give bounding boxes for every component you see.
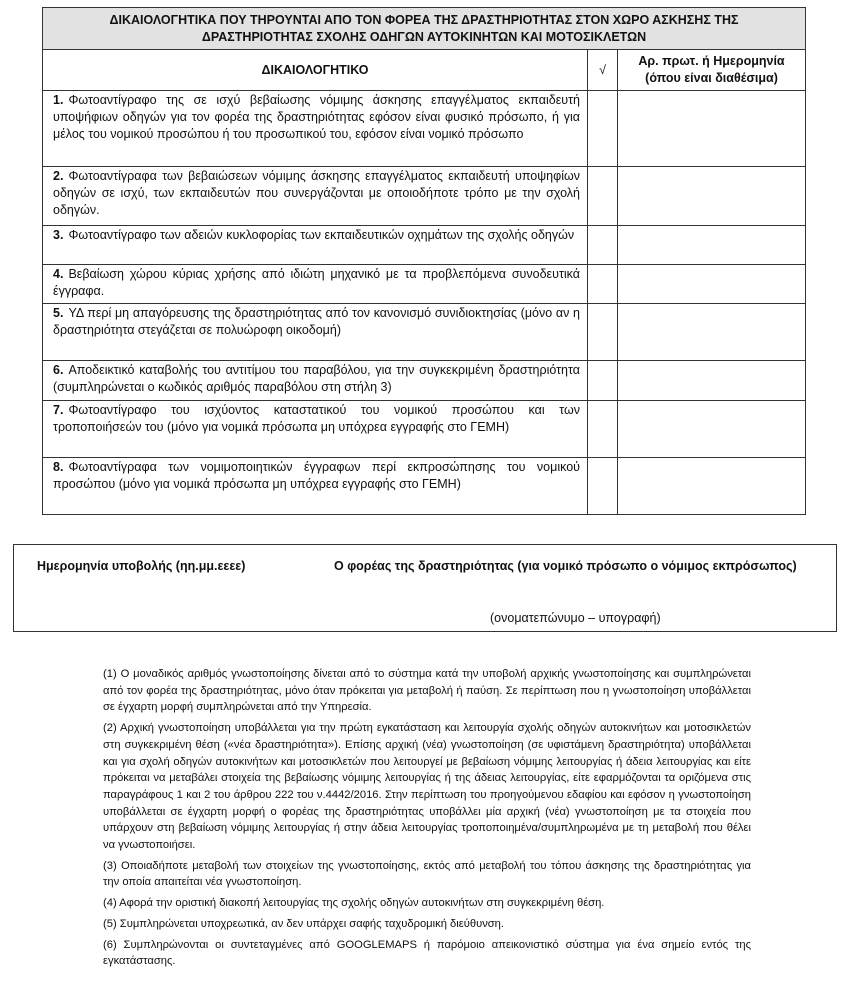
item-number: 4. <box>53 267 64 281</box>
operator-label: Ο φορέας της δραστηριότητας (για νομικό πρόσωπο ο νόμιμος εκπρόσωπος) <box>334 559 797 573</box>
table-title <box>43 8 806 50</box>
item-text: Βεβαίωση χώρου κύριας χρήσης από ιδιώτη μηχανικό με τα προβλεπόμενα συνοδευτικά έγγραφα. <box>53 267 580 298</box>
check-cell[interactable] <box>588 167 618 226</box>
item-text: ΥΔ περί μη απαγόρευσης της δραστηριότητας από τον κανονισμό συνιδιοκτησίας (μόνο αν η δραστηριότητα στεγάζεται σε πολυώροφη οικοδομή) <box>53 306 580 337</box>
item-number: 8. <box>53 460 64 474</box>
column-header-check: √ <box>588 50 618 91</box>
reference-cell[interactable] <box>618 401 806 458</box>
reference-cell[interactable] <box>618 265 806 304</box>
item-number: 3. <box>53 228 64 242</box>
footnotes <box>103 666 751 974</box>
column-header-reference-line-1: Αρ. πρωτ. ή Ημερομηνία <box>638 54 785 68</box>
item-number: 6. <box>53 363 64 377</box>
check-cell[interactable] <box>588 226 618 265</box>
documents-table <box>42 7 806 515</box>
check-cell[interactable] <box>588 361 618 401</box>
reference-cell[interactable] <box>618 361 806 401</box>
footnote: (1) Ο μοναδικός αριθμός γνωστοποίησης δίνεται από το σύστημα κατά την υποβολή αρχικής γνωστοποίησης και συμπληρώνεται από τον φορέα της δραστηριότητας, μόνο όταν πρόκειται για μεταβολή ή παύση. Σε περίπτωση που η γνωστοποίηση υποβάλλεται σε έγχαρτη μορφή συμπληρώνεται από την Υπηρεσία. <box>103 668 751 714</box>
table-row <box>43 91 806 167</box>
table-header-row <box>43 50 806 91</box>
document-item <box>43 304 588 361</box>
check-cell[interactable] <box>588 401 618 458</box>
check-cell[interactable] <box>588 91 618 167</box>
item-number: 2. <box>53 169 64 183</box>
table-title-line-1: ΔΙΚΑΙΟΛΟΓΗΤΙΚΑ ΠΟΥ ΤΗΡΟΥΝΤΑΙ ΑΠΟ ΤΟΝ ΦΟΡΕΑ ΤΗΣ ΔΡΑΣΤΗΡΙΟΤΗΤΑΣ ΣΤΟΝ ΧΩΡΟ ΑΣΚΗΣΗΣ ΤΗΣ <box>109 13 739 27</box>
table-title-row <box>43 8 806 50</box>
item-text: Φωτοαντίγραφα των βεβαιώσεων νόμιμης άσκησης επαγγέλματος εκπαιδευτή υποψηφίων οδηγών σε ισχύ, των εκπαιδευτών που συνεργάζονται με οποιοδήποτε τρόπο με την σχολή οδηγών. <box>53 169 580 217</box>
document-item <box>43 265 588 304</box>
reference-cell[interactable] <box>618 458 806 515</box>
item-number: 7. <box>53 403 64 417</box>
document-item <box>43 167 588 226</box>
check-cell[interactable] <box>588 265 618 304</box>
table-row <box>43 226 806 265</box>
document-item <box>43 226 588 265</box>
column-header-reference-line-2: (όπου είναι διαθέσιμα) <box>645 71 778 85</box>
signature-box <box>13 544 837 632</box>
footnote: (6) Συμπληρώνονται οι συντεταγμένες από GOOGLEMAPS ή παρόμοιο απεικονιστικό σύστημα για ένα σημείο εντός της εγκατάστασης. <box>103 938 751 968</box>
column-header-document: ΔΙΚΑΙΟΛΟΓΗΤΙΚΟ <box>43 50 588 91</box>
item-text: Φωτοαντίγραφα των νομιμοποιητικών έγγραφων περί εκπροσώπησης του νομικού προσώπου (μόνο για νομικά πρόσωπα μη υπόχρεα εγγραφής στο ΓΕΜΗ) <box>53 460 580 491</box>
item-text: Φωτοαντίγραφο του ισχύοντος καταστατικού του νομικού προσώπου και των τροποποιήσεών του (μόνο για νομικά πρόσωπα μη υπόχρεα εγγραφής στο ΓΕΜΗ) <box>53 403 580 434</box>
footnote: (3) Οποιαδήποτε μεταβολή των στοιχείων της γνωστοποίησης, εκτός από μεταβολή του τόπου άσκησης της δραστηριότητας για την οποία απαιτείται νέα γνωστοποίηση. <box>103 859 751 889</box>
reference-cell[interactable] <box>618 226 806 265</box>
column-header-reference <box>618 50 806 91</box>
table-row <box>43 401 806 458</box>
document-item <box>43 458 588 515</box>
table-row <box>43 265 806 304</box>
name-signature-label: (ονοματεπώνυμο – υπογραφή) <box>490 611 661 625</box>
reference-cell[interactable] <box>618 167 806 226</box>
check-cell[interactable] <box>588 458 618 515</box>
document-item <box>43 91 588 167</box>
table-row <box>43 361 806 401</box>
item-number: 1. <box>53 93 64 107</box>
table-row <box>43 167 806 226</box>
item-text: Φωτοαντίγραφο της σε ισχύ βεβαίωσης νόμιμης άσκησης επαγγέλματος εκπαιδευτή υποψήφιων οδηγών για τον φορέα της δραστηριότητας εφόσον είναι φυσικό πρόσωπο, ή για μέλος του νομικού προσώπου ή του προσωπικού του, εφόσον είναι νομικό πρόσωπο <box>53 93 580 141</box>
footnote: (4) Αφορά την οριστική διακοπή λειτουργίας της σχολής οδηγών αυτοκινήτων στη συγκεκριμένη θέση. <box>103 897 605 910</box>
reference-cell[interactable] <box>618 304 806 361</box>
document-item <box>43 361 588 401</box>
item-text: Αποδεικτικό καταβολής του αντιτίμου του παραβόλου, για την συγκεκριμένη δραστηριότητα (συμπληρώνεται ο κωδικός αριθμός παραβόλου στη στήλη 3) <box>53 363 580 394</box>
footnote: (2) Αρχική γνωστοποίηση υποβάλλεται για την πρώτη εγκατάσταση και λειτουργία σχολής οδηγών αυτοκινήτων και μοτοσικλετών στη συγκεκριμένη θέση («νέα δραστηριότητα»). Επίσης αρχική (νέα) γνωστοποίηση (σε υφιστάμενη δραστηριότητα) υποβάλλεται και για σχολή οδηγών αυτοκινήτων και μοτοσικλετών που λειτουργεί με βεβαίωση νόμιμης λειτουργίας ή άδεια λειτουργίας και είτε πρόκειται να μεταβάλει στοιχεία της βεβαίωσης νόμιμης λειτουργίας ή της άδειας λειτουργίας, είτε εφαρμόζονται τα οριζόμενα στις παραγράφους 1 και 2 του άρθρου 222 του ν.4442/2016. Στην περίπτωση του προηγούμενου εδαφίου και εφόσον η γνωστοποίηση υποβάλλεται σε έγχαρτη μορφή ο φορέας της δραστηριότητας υποβάλλει μία αρχική (νέα) γνωστοποίηση με τα στοιχεία που υπάρχουν στη βεβαίωση νόμιμης λειτουργίας ή στην άδεια λειτουργίας τροποποιημένα/συμπληρωμένα με τη μεταβολή που θέλει να γνωστοποιήσει. <box>103 722 751 852</box>
footnote: (5) Συμπληρώνεται υποχρεωτικά, αν δεν υπάρχει σαφής ταχυδρομική διεύθυνση. <box>103 917 505 930</box>
table-row <box>43 458 806 515</box>
table-row <box>43 304 806 361</box>
table-title-line-2: ΔΡΑΣΤΗΡΙΟΤΗΤΑΣ ΣΧΟΛΗΣ ΟΔΗΓΩΝ ΑΥΤΟΚΙΝΗΤΩΝ ΚΑΙ ΜΟΤΟΣΙΚΛΕΤΩΝ <box>201 30 647 44</box>
document-item <box>43 401 588 458</box>
item-number: 5. <box>53 306 64 320</box>
check-cell[interactable] <box>588 304 618 361</box>
item-text: Φωτοαντίγραφο των αδειών κυκλοφορίας των εκπαιδευτικών οχημάτων της σχολής οδηγών <box>68 228 575 242</box>
reference-cell[interactable] <box>618 91 806 167</box>
submission-date-label: Ημερομηνία υποβολής (ηη.μμ.εεεε) <box>37 559 246 573</box>
